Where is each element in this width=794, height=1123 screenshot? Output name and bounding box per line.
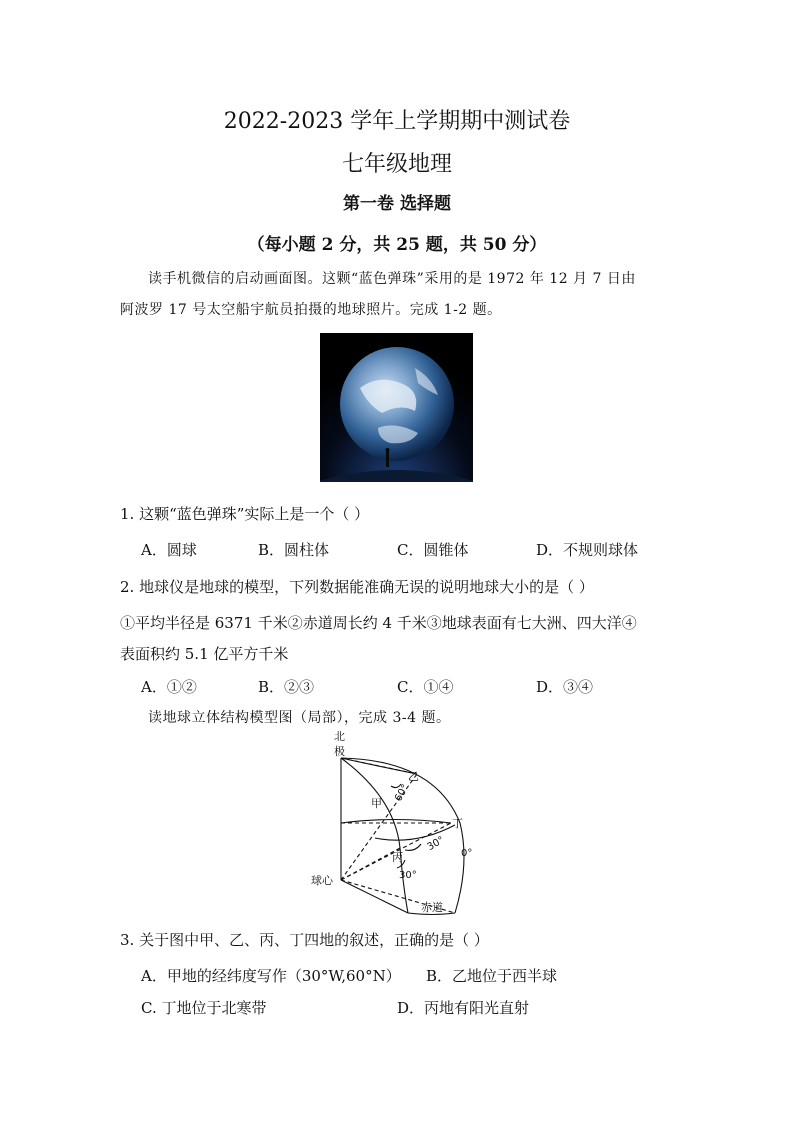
q3-option-d: D．丙地有阳光直射 xyxy=(397,999,530,1017)
question-2-stem: 2. 地球仪是地球的模型，下列数据能准确无误的说明地球大小的是（ ） xyxy=(120,578,594,596)
earth-structure-diagram xyxy=(305,728,485,918)
q1-option-c: C．圆锥体 xyxy=(397,541,469,559)
page-subtitle: 七年级地理 xyxy=(341,152,452,177)
question-3-stem: 3. 关于图中甲、乙、丙、丁四地的叙述，正确的是（ ） xyxy=(120,931,489,949)
q3-option-a: A．甲地的经纬度写作（30°W,60°N） xyxy=(141,967,401,985)
angle-60-label: 60° xyxy=(393,782,412,804)
q2-option-d: D．③④ xyxy=(536,678,594,696)
q2-statements-cont: 表面积约 5.1 亿平方千米 xyxy=(120,645,289,663)
question-1-stem: 1. 这颗“蓝色弹珠”实际上是一个（ ） xyxy=(120,505,370,523)
q1-option-a: A．圆球 xyxy=(141,541,197,559)
point-yi-label: 乙 xyxy=(408,770,419,783)
intro-line-2: 读地球立体结构模型图（局部），完成 3-4 题。 xyxy=(148,710,451,726)
point-ding-label: 丁 xyxy=(452,817,463,830)
section-heading: 第一卷 选择题 xyxy=(343,194,451,214)
point-jia-label: 甲 xyxy=(371,797,382,810)
north-pole-label-1: 北 xyxy=(334,730,345,743)
angle-0-label: 0° xyxy=(461,848,473,859)
q3-option-b: B．乙地位于西半球 xyxy=(426,967,558,985)
intro-line: 阿波罗 17 号太空船宇航员拍摄的地球照片。完成 1-2 题。 xyxy=(120,302,502,318)
page-title: 2022-2023 学年上学期期中测试卷 xyxy=(223,109,571,134)
q2-statements: ①平均半径是 6371 千米②赤道周长约 4 千米③地球表面有七大洲、四大洋④ xyxy=(120,614,637,632)
q2-option-a: A．①② xyxy=(141,678,197,696)
angle-30-label-b: 30° xyxy=(399,870,417,881)
north-pole-label-2: 极 xyxy=(334,745,345,758)
intro-line: 读手机微信的启动画面图。这颗“蓝色弹珠”采用的是 1972 年 12 月 7 日由 xyxy=(148,271,636,287)
angle-30-label-a: 30° xyxy=(425,834,447,854)
earth-center-label: 球心 xyxy=(311,874,333,887)
q2-option-c: C．①④ xyxy=(397,678,454,696)
q2-option-b: B．②③ xyxy=(258,678,315,696)
q3-option-c: C. 丁地位于北寒带 xyxy=(141,999,267,1017)
equator-label: 赤道 xyxy=(421,901,443,914)
point-bing-label: 丙 xyxy=(392,851,403,864)
earth-photo xyxy=(320,333,473,482)
q1-option-b: B．圆柱体 xyxy=(258,541,330,559)
scoring-note: （每小题 2 分，共 25 题，共 50 分） xyxy=(247,235,547,255)
q1-option-d: D．不规则球体 xyxy=(536,541,639,559)
